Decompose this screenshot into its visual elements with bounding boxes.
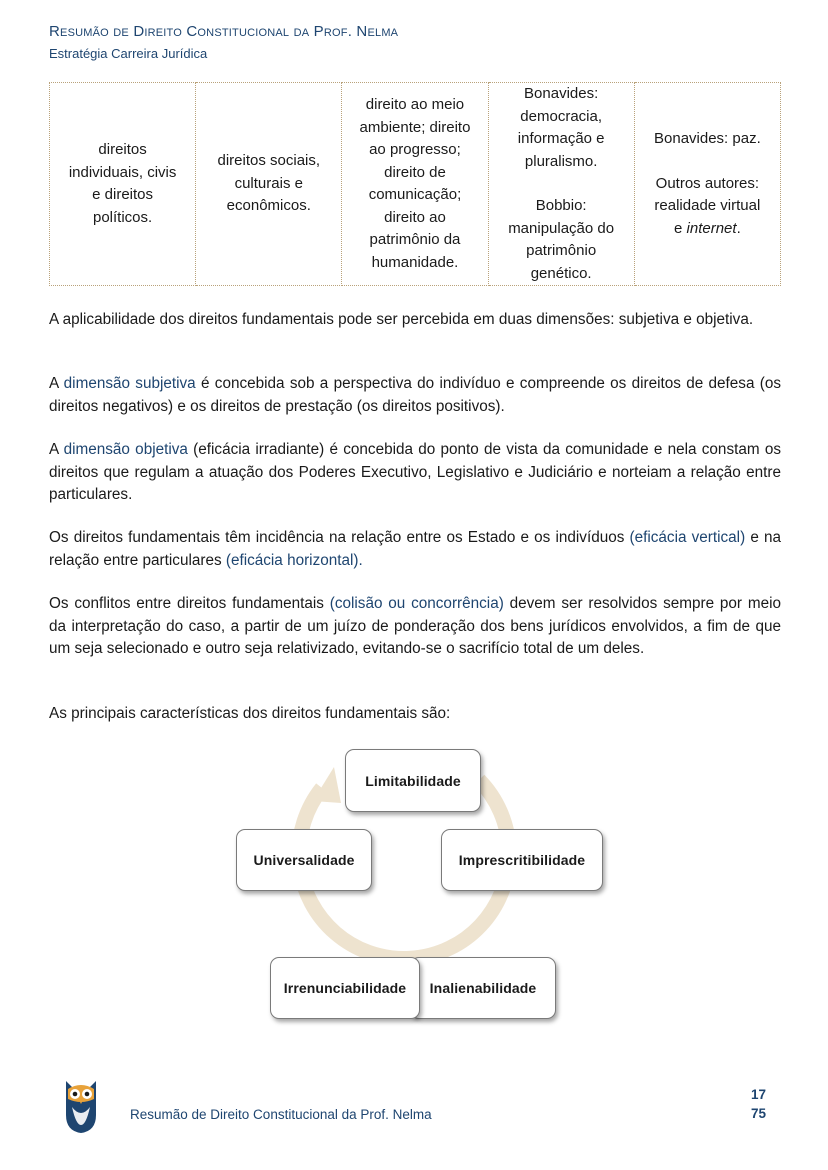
table-row [50, 83, 781, 286]
characteristics-cycle-diagram [225, 745, 615, 1025]
highlight-eficacia-vertical: (eficácia vertical) [629, 529, 746, 546]
paragraph-eficacia: Os direitos fundamentais têm incidência na relação entre os Estado e os indivíduos (eficácia vertical) e na relação entre particulares (eficácia horizontal). [49, 529, 781, 569]
highlight-colisao: (colisão ou concorrência) [329, 595, 504, 612]
paragraph-dimensao-subjetiva: A dimensão subjetiva é concebida sob a perspectiva do indivíduo e compreende os direitos de defesa (os direitos negativos) e os direitos de prestação (os direitos positivos). [49, 375, 782, 415]
highlight-dimensao-subjetiva: dimensão subjetiva [63, 375, 196, 392]
table-cell-1: direitos individuais, civis e direitos políticos. [50, 83, 196, 286]
owl-logo-icon [62, 1075, 100, 1135]
footer-title: Resumão de Direito Constitucional da Prof. Nelma [130, 1107, 432, 1122]
table-cell-3: direito ao meio ambiente; direito ao progresso; direito de comunicação; direito ao patrimônio da humanidade. [342, 83, 488, 286]
paragraph-conflitos: Os conflitos entre direitos fundamentais (colisão ou concorrência) devem ser resolvidos sempre por meio da interpretação do caso, a partir de um juízo de ponderação dos bens jurídicos envolvidos, a fim de que um seja selecionado e outro seja relativizado, evitando-se o sacrifício total de um deles. [49, 595, 781, 657]
paragraph-caracteristicas-intro: As principais características dos direitos fundamentais são: [49, 705, 451, 722]
document-header-title: Resumão de Direito Constitucional da Prof. Nelma [49, 23, 399, 40]
table-cell-4: Bonavides: democracia, informação e pluralismo. Bobbio: manipulação do patrimônio genético. [488, 83, 634, 286]
page-number: 17 [750, 1087, 766, 1102]
paragraph-dimensao-objetiva: A dimensão objetiva (eficácia irradiante) é concebida do ponto de vista da comunidade e nela constam os direitos que regulam a atuação dos Poderes Executivo, Legislativo e Judiciário e norteiam a relação entre particulares. [49, 441, 781, 503]
table-cell-2: direitos sociais, culturais e econômicos. [196, 83, 342, 286]
highlight-eficacia-horizontal: (eficácia horizontal). [225, 551, 363, 569]
diagram-node-inalienabilidade: Inalienabilidade [410, 957, 556, 1019]
diagram-node-imprescritibilidade: Imprescritibilidade [441, 829, 603, 891]
highlight-dimensao-objetiva: dimensão objetiva [63, 441, 188, 458]
page-total: 75 [750, 1106, 766, 1121]
diagram-node-universalidade: Universalidade [236, 829, 372, 891]
diagram-node-irrenunciabilidade: Irrenunciabilidade [270, 957, 420, 1019]
document-header-subtitle: Estratégia Carreira Jurídica [49, 46, 208, 61]
table-cell-5: Bonavides: paz. Outros autores: realidade virtual e internet. [634, 83, 780, 286]
generations-table [49, 82, 781, 286]
diagram-node-limitabilidade: Limitabilidade [345, 749, 481, 812]
paragraph-aplicabilidade: A aplicabilidade dos direitos fundamentais pode ser percebida em duas dimensões: subjetiva e objetiva. [49, 311, 754, 328]
